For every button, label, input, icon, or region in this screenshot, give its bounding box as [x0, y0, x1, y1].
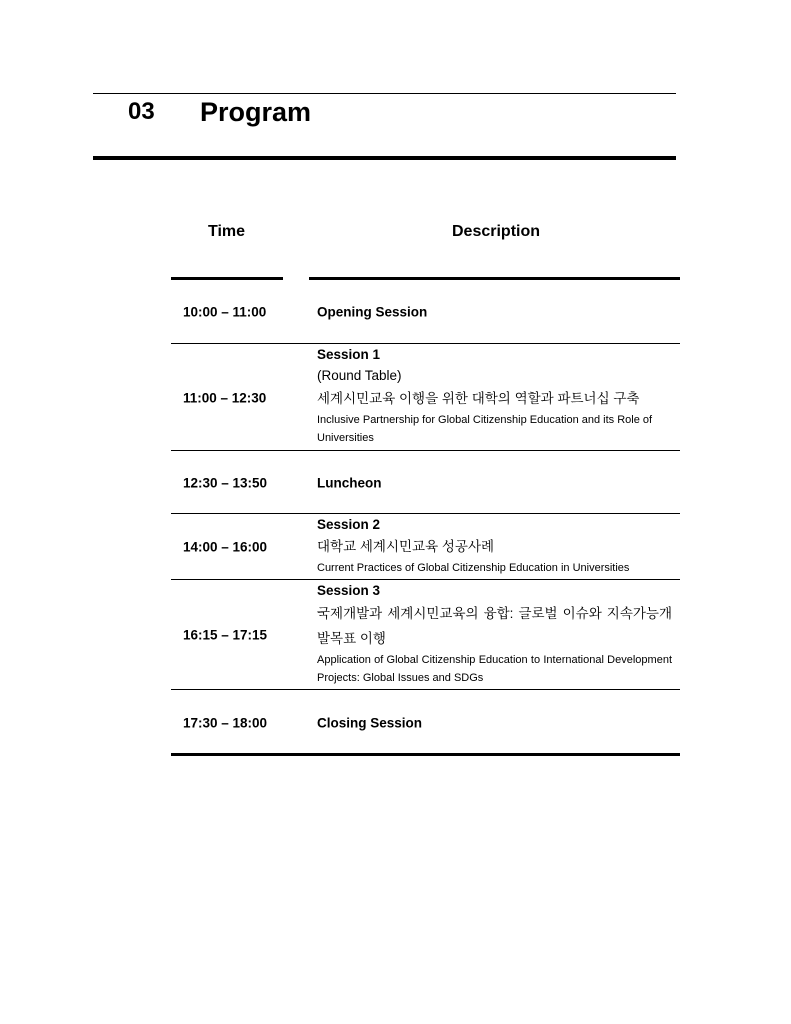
table-row	[171, 514, 680, 580]
table-bottom-rule	[171, 753, 680, 756]
row-session: Opening Session	[317, 304, 428, 320]
row-korean-title: 세계시민교육 이행을 위한 대학의 역할과 파트너십 구축	[317, 391, 640, 406]
row-session: Luncheon	[317, 475, 382, 490]
row-korean-title: 대학교 세계시민교육 성공사례	[317, 539, 495, 554]
row-time: 17:30 – 18:00	[183, 715, 268, 731]
top-rule	[93, 93, 676, 94]
table-row	[171, 690, 680, 756]
row-korean-title: 국제개발과 세계시민교육의 융합: 글로벌 이슈와 지속가능개발목표 이행	[317, 606, 672, 646]
row-time: 11:00 – 12:30	[183, 390, 267, 405]
row-time: 10:00 – 11:00	[183, 304, 267, 320]
heading-rule	[93, 156, 676, 160]
row-english-title: Inclusive Partnership for Global Citizenship Education and its Role of Universities	[317, 414, 653, 444]
row-time: 16:15 – 17:15	[183, 627, 268, 643]
table-row	[171, 580, 680, 690]
row-time: 14:00 – 16:00	[183, 539, 268, 555]
row-english-title: Application of Global Citizenship Education to International Development Projects: Global Issues and SDGs	[317, 654, 672, 684]
table-row	[171, 280, 680, 344]
row-english-title: Current Practices of Global Citizenship Education in Universities	[317, 562, 630, 574]
row-session: Session 1	[317, 347, 381, 362]
time-column-header: Time	[208, 223, 246, 240]
row-session: Closing Session	[317, 715, 423, 731]
row-session: Session 3	[317, 583, 381, 598]
row-session: Session 2	[317, 517, 381, 532]
section-number: 03	[128, 98, 155, 125]
row-time: 12:30 – 13:50	[183, 475, 268, 490]
description-column-header: Description	[452, 223, 541, 240]
table-row	[171, 344, 680, 451]
table-row	[171, 451, 680, 514]
section-title: Program	[200, 97, 312, 127]
row-subtitle: (Round Table)	[317, 368, 402, 383]
